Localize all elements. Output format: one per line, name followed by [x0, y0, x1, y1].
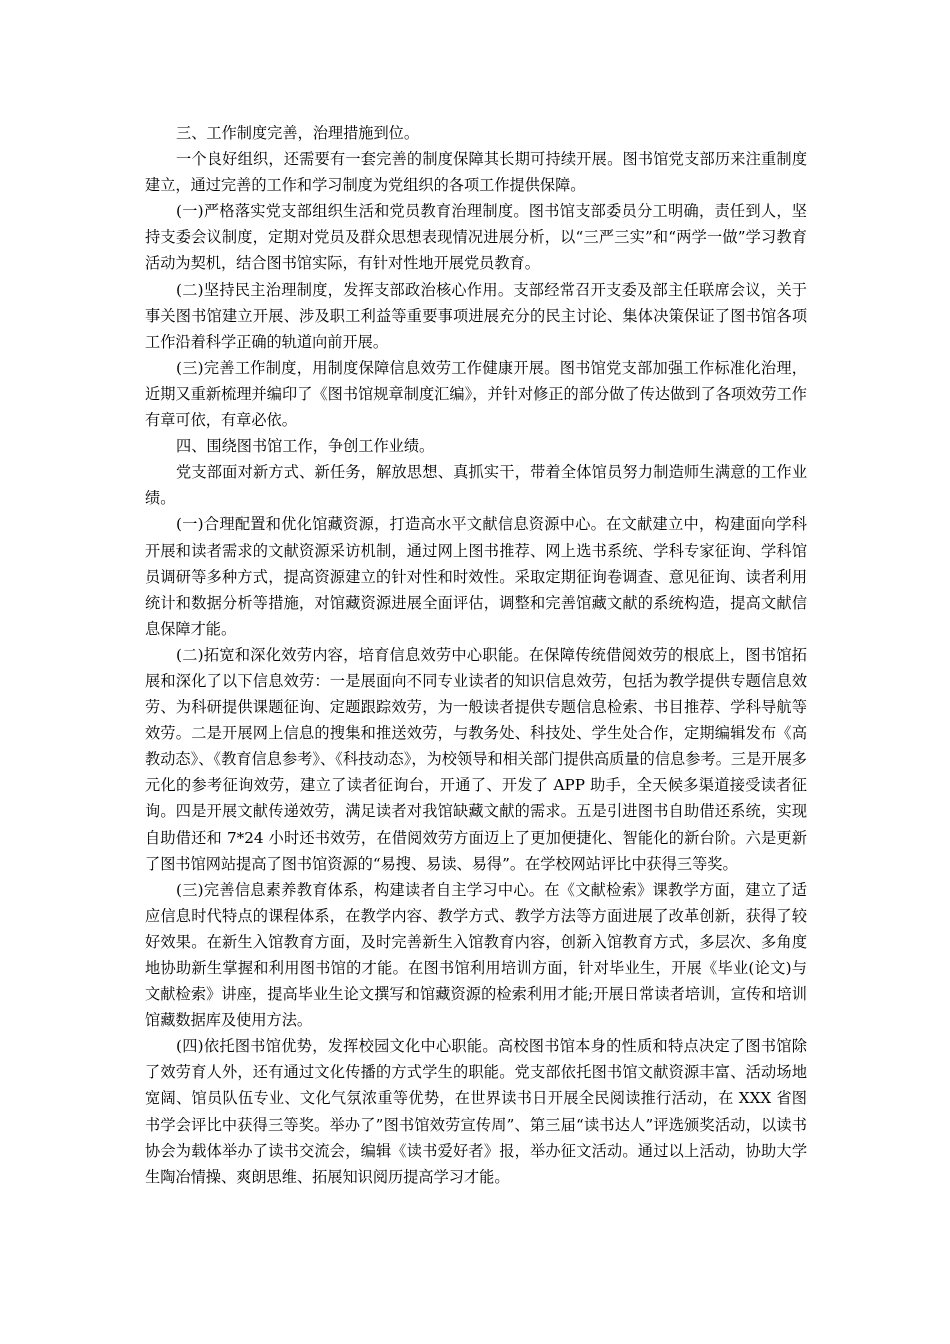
paragraph-4-4: (四)依托图书馆优势，发挥校园文化中心职能。高校图书馆本身的性质和特点决定了图书馆除了效劳育人外，还有通过文化传播的方式学生的职能。党支部依托图书馆文献资源丰富、活动场地宽阔、馆员队伍专业、文化气氛浓重等优势，在世界读书日开展全民阅读推行活动，在 XXX 省图书学会评比中获得三等奖。举办了”图书馆效劳宣传周”、第三届“读书达人”评选颁奖活动，以读书协会为载体举办了读书交流会，编辑《读书爱好者》报，举办征文活动。通过以上活动，协助大学生陶冶情操、爽朗思维、拓展知识阅历提高学习才能。	[145, 1037, 807, 1186]
paragraph-4-3: (三)完善信息素养教育体系，构建读者自主学习中心。在《文献检索》课教学方面，建立了适应信息时代特点的课程体系，在教学内容、教学方式、教学方法等方面进展了改革创新，获得了较好效果。在新生入馆教育方面，及时完善新生入馆教育内容，创新入馆教育方式，多层次、多角度地协助新生掌握和利用图书馆的才能。在图书馆利用培训方面，针对毕业生，开展《毕业(论文)与文献检索》讲座，提高毕业生论文撰写和馆藏资源的检索利用才能;开展日常读者培训，宣传和培训馆藏数据库及使用方法。	[145, 880, 807, 1030]
paragraph-intro-3: 一个良好组织，还需要有一套完善的制度保障其长期可持续开展。图书馆党支部历来注重制度建立，通过完善的工作和学习制度为党组织的各项工作提供保障。	[145, 150, 807, 195]
section-heading-3: 三、工作制度完善，治理措施到位。	[176, 124, 419, 142]
paragraph-intro-4: 党支部面对新方式、新任务，解放思想、真抓实干，带着全体馆员努力制造师生满意的工作业绩。	[145, 463, 807, 508]
paragraph-4-1: (一)合理配置和优化馆藏资源，打造高水平文献信息资源中心。在文献建立中，构建面向学科开展和读者需求的文献资源采访机制，通过网上图书推荐、网上选书系统、学科专家征询、学科馆员调研等多种方式，提高资源建立的针对性和时效性。采取定期征询卷调查、意见征询、读者利用统计和数据分析等措施，对馆藏资源进展全面评估，调整和完善馆藏文献的系统构造，提高文献信息保障才能。	[145, 515, 807, 638]
paragraph-3-2: (二)坚持民主治理制度，发挥支部政治核心作用。支部经常召开支委及部主任联席会议，关于事关图书馆建立开展、涉及职工利益等重要事项进展充分的民主讨论、集体决策保证了图书馆各项工作沿着科学正确的轨道向前开展。	[145, 280, 807, 351]
paragraph-3-3: (三)完善工作制度，用制度保障信息效劳工作健康开展。图书馆党支部加强工作标准化治理，近期又重新梳理并编印了《图书馆规章制度汇编》，并针对修正的部分做了传达做到了各项效劳工作有章可依，有章必依。	[145, 358, 807, 430]
section-heading-4: 四、围绕图书馆工作，争创工作业绩。	[176, 437, 435, 456]
paragraph-4-2: (二)拓宽和深化效劳内容，培育信息效劳中心职能。在保障传统借阅效劳的根底上，图书馆拓展和深化了以下信息效劳：一是展面向不同专业读者的知识信息效劳，包括为教学提供专题信息效劳、为科研提供课题征询、定题跟踪效劳，为一般读者提供专题信息检索、书目推荐、学科导航等效劳。二是开展网上信息的搜集和推送效劳，与教务处、科技处、学生处合作，定期编辑发布《高教动态》、《教育信息参考》、《科技动态》，为校领导和相关部门提供高质量的信息参考。三是开展多元化的参考征询效劳，建立了读者征询台，开通了、开发了 APP 助手，全天候多渠道接受读者征询。四是开展文献传递效劳，满足读者对我馆缺藏文献的需求。五是引进图书自助借还系统，实现自助借还和 7*24 小时还书效劳，在借阅效劳方面迈上了更加便捷化、智能化的新台阶。六是更新了图书馆网站提高了图书馆资源的“易搜、易读、易得”。在学校网站评比中获得三等奖。	[145, 645, 807, 873]
document-body	[145, 120, 807, 1190]
paragraph-3-1: (一)严格落实党支部组织生活和党员教育治理制度。图书馆支部委员分工明确，责任到人，坚持支委会议制度，定期对党员及群众思想表现情况进展分析，以“三严三实”和“两学一做”学习教育活动为契机，结合图书馆实际，有针对性地开展党员教育。	[145, 202, 807, 273]
